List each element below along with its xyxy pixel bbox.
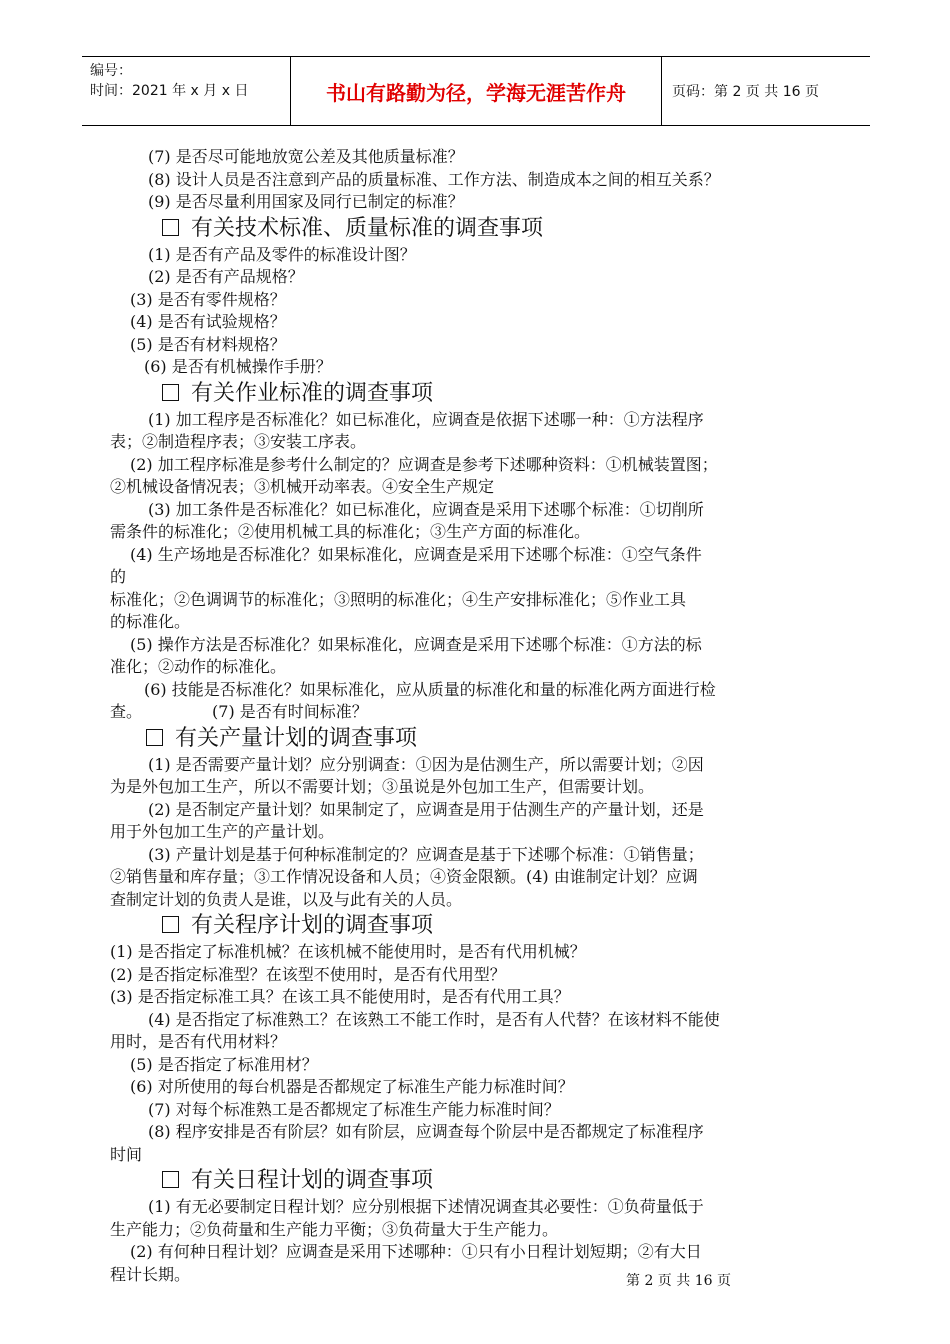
text-line: 准化；②动作的标准化。 [110,657,287,676]
section-heading [110,1166,830,1196]
text-line: (8) 设计人员是否注意到产品的质量标准、工作方法、制造成本之间的相互关系？ [148,169,720,189]
text-line: (6) 技能是否标准化？如果标准化，应从质量的标准化和量的标准化两方面进行检 [144,679,716,699]
text-line: 时间 [110,1144,143,1164]
text-line: (3) 是否指定标准工具？在该工具不能使用时，是否有代用工具？ [110,987,570,1006]
heading-text: 有关技术标准、质量标准的调查事项 [191,215,544,241]
text-line: (5) 是否有材料规格？ [130,334,286,354]
text-segment: (7) 是否有时间标准？ [212,702,368,721]
section-heading [110,214,830,244]
text-line: ②机械设备情况表；③机械开动率表。④安全生产规定 [110,477,495,496]
checkbox-icon [162,916,179,933]
section-heading [110,724,830,754]
header-meta [82,57,291,125]
text-line: 的标准化。 [110,612,191,631]
text-line: (8) 程序安排是否有阶层？如有阶层，应调查每个阶层中是否都规定了标准程序 [148,1122,704,1141]
checkbox-icon [146,729,163,746]
text-line: (4) 是否指定了标准熟工？在该熟工不能工作时，是否有人代替？在该材料不能使 [148,1009,720,1029]
page-header [82,56,870,126]
text-line: (2) 有何种日程计划？应调查是采用下述哪种：①只有小日程计划短期；②有大日 [130,1242,702,1261]
text-line: (7) 是否尽可能地放宽公差及其他质量标准？ [148,147,464,166]
heading-text: 有关作业标准的调查事项 [191,380,434,406]
header-page-info: 页码：第 2 页 共 16 页 [672,84,819,100]
text-line: 标准化；②色调调节的标准化；③照明的标准化；④生产安排标准化；⑤作业工具 [110,589,687,609]
text-line: 用时，是否有代用材料？ [110,1032,287,1051]
text-line: 为是外包加工生产，所以不需要计划；③虽说是外包加工生产，但需要计划。 [110,777,655,796]
text-line: (1) 是否有产品及零件的标准设计图？ [148,244,416,264]
text-line: (2) 是否制定产量计划？如果制定了，应调查是用于估测生产的产量计划，还是 [148,799,704,819]
text-line: (1) 有无必要制定日程计划？应分别根据下述情况调查其必要性：①负荷量低于 [148,1197,704,1216]
text-line: 的 [110,567,127,586]
text-line: (1) 加工程序是否标准化？如已标准化，应调查是依据下述哪一种：①方法程序 [148,409,704,429]
page-footer: 第 2 页 共 16 页 [626,1273,731,1289]
text-segment: 查。 [110,702,143,721]
text-line: 需条件的标准化；②使用机械工具的标准化；③生产方面的标准化。 [110,522,591,541]
heading-text: 有关程序计划的调查事项 [191,913,434,938]
header-motto: 书山有路勤为径，学海无涯苦作舟 [291,57,662,125]
checkbox-icon [162,1171,179,1188]
number-label: 编号： [90,63,132,79]
text-line: (1) 是否需要产量计划？应分别调查：①因为是估测生产，所以需要计划；②因 [148,754,704,774]
time-label: 时间：2021 年 x 月 x 日 [90,83,249,99]
text-line: 查制定计划的负责人是谁，以及与此有关的人员。 [110,889,463,909]
text-line [110,701,830,724]
text-line: (6) 是否有机械操作手册？ [144,357,332,376]
text-line: (5) 操作方法是否标准化？如果标准化，应调查是采用下述哪个标准：①方法的标 [130,634,702,654]
text-line: (5) 是否指定了标准用材？ [130,1054,318,1074]
heading-text: 有关日程计划的调查事项 [191,1168,434,1193]
text-line: (3) 是否有零件规格？ [130,289,286,309]
text-line: (2) 是否指定标准型？在该型不使用时，是否有代用型？ [110,964,506,984]
text-line: (9) 是否尽量利用国家及同行已制定的标准？ [148,192,464,211]
section-heading [110,379,830,409]
text-line: 程计长期。 [110,1264,191,1284]
text-line: (1) 是否指定了标准机械？在该机械不能使用时，是否有代用机械？ [110,942,586,961]
text-line: (2) 是否有产品规格？ [148,267,304,286]
text-line: 表；②制造程序表；③安装工序表。 [110,432,367,451]
text-line: 生产能力；②负荷量和生产能力平衡；③负荷量大于生产能力。 [110,1219,559,1239]
document-body [110,146,830,1286]
text-line: 用于外包加工生产的产量计划。 [110,822,335,841]
text-line: (4) 生产场地是否标准化？如果标准化，应调查是采用下述哪个标准：①空气条件 [130,544,702,564]
checkbox-icon [162,219,179,236]
text-line: (2) 加工程序标准是参考什么制定的？应调查是参考下述哪种资料：①机械装置图； [130,454,718,474]
text-line: (4) 是否有试验规格？ [130,312,286,331]
text-line: (7) 对每个标准熟工是否都规定了标准生产能力标准时间？ [148,1099,560,1119]
section-heading [110,911,830,941]
text-line: (6) 对所使用的每台机器是否都规定了标准生产能力标准时间？ [130,1077,574,1096]
heading-text: 有关产量计划的调查事项 [175,725,418,751]
checkbox-icon [162,384,179,401]
text-line: (3) 加工条件是否标准化？如已标准化，应调查是采用下述哪个标准：①切削所 [148,499,704,519]
text-line: (3) 产量计划是基于何种标准制定的？应调查是基于下述哪个标准：①销售量； [148,844,704,864]
text-line: ②销售量和库存量；③工作情况设备和人员；④资金限额。(4) 由谁制定计划？应调 [110,867,698,886]
